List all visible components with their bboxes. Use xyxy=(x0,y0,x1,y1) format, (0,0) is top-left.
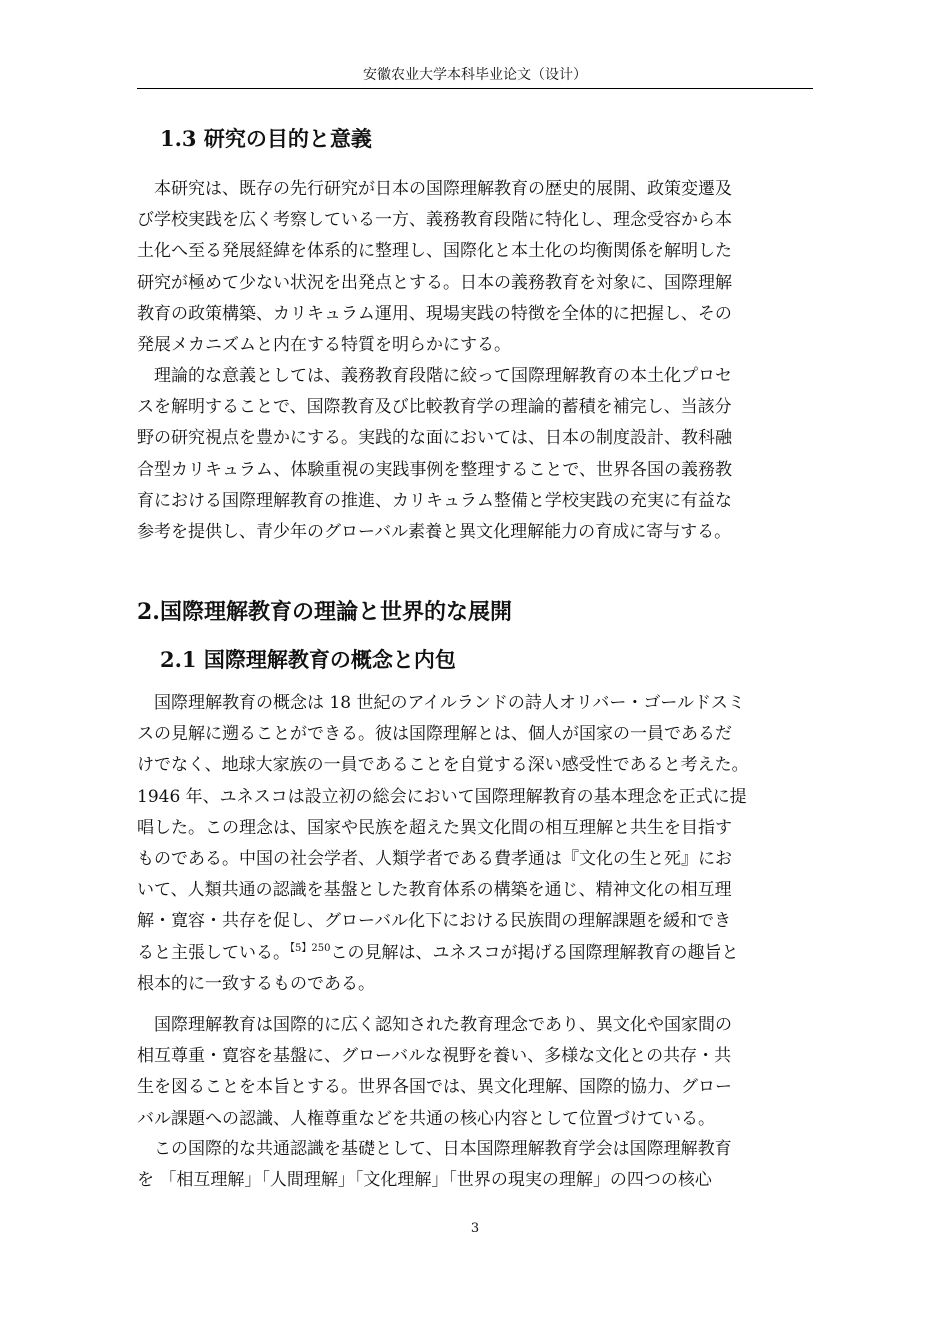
page-number: 3 xyxy=(470,1221,480,1236)
text-line: 発展メカニズムと内在する特質を明らかにする。 xyxy=(137,335,511,356)
text-line: バル課題への認識、人権尊重などを共通の核心内容として位置づけている。 xyxy=(137,1108,715,1129)
text-segment: ると主張している。 xyxy=(137,942,290,963)
text-line: 国際理解教育は国際的に広く認知された教育理念であり、異文化や国家間の xyxy=(154,1015,732,1035)
text-line: この国際的な共通認識を基礎として、日本国際理解教育学会は国際理解教育 xyxy=(154,1139,732,1159)
text-line: いて、人類共通の認識を基盤とした教育体系の構築を通じ、精神文化の相互理 xyxy=(137,880,732,901)
header-rule xyxy=(137,88,813,89)
text-line: 合型カリキュラム、体験重視の実践事例を整理することで、世界各国の義務教 xyxy=(137,459,732,480)
text-line: 本研究は、既存の先行研究が日本の国際理解教育の歴史的展開、政策変遷及 xyxy=(154,179,732,199)
text-line: 国際理解教育の概念は 18 世紀のアイルランドの詩人オリバー・ゴールドスミ xyxy=(154,693,745,713)
text-line: 土化へ至る発展経緯を体系的に整理し、国際化と本土化の均衡関係を解明した xyxy=(137,241,732,262)
running-header: 安徽农业大学本科毕业论文（设计） xyxy=(363,67,587,83)
text-line: 1946 年、ユネスコは設立初の総会において国際理解教育の基本理念を正式に提 xyxy=(137,786,747,807)
text-line: 理論的な意義としては、義務教育段階に絞って国際理解教育の本土化プロセ xyxy=(154,366,732,386)
text-line: スを解明することで、国際教育及び比較教育学の理論的蓄積を補完し、当該分 xyxy=(137,397,732,418)
text-line: 育における国際理解教育の推進、カリキュラム整備と学校実践の充実に有益な xyxy=(137,490,732,511)
text-line: 相互尊重・寛容を基盤に、グローバルな視野を養い、多様な文化との共存・共 xyxy=(137,1046,732,1067)
text-line: 参考を提供し、青少年のグローバル素養と異文化理解能力の育成に寄与する。 xyxy=(137,522,732,543)
section-2-1-heading: 2.1 国際理解教育の概念と内包 xyxy=(160,647,456,672)
citation-superscript: 【5】250 xyxy=(290,942,331,954)
text-line: スの見解に遡ることができる。彼は国際理解とは、個人が国家の一員であるだ xyxy=(137,724,732,745)
text-line: ものである。中国の社会学者、人類学者である費孝通は『文化の生と死』にお xyxy=(137,849,732,870)
text-line: 唱した。この理念は、国家や民族を超えた異文化間の相互理解と共生を目指す xyxy=(137,817,732,838)
text-line: 教育の政策構築、カリキュラム運用、現場実践の特徴を全体的に把握し、その xyxy=(137,303,732,324)
paragraph-research-significance xyxy=(137,361,813,548)
section-1-3-heading: 1.3 研究の目的と意義 xyxy=(160,126,372,151)
text-line: 生を図ることを本旨とする。世界各国では、異文化理解、国際的協力、グロー xyxy=(137,1077,732,1098)
text-line: 根本的に一致するものである。 xyxy=(137,973,375,994)
paragraph-concept-origin xyxy=(137,688,813,1000)
text-line: 野の研究視点を豊かにする。実践的な面においては、日本の制度設計、教科融 xyxy=(137,428,732,449)
paragraph-japan-society xyxy=(137,1134,813,1196)
text-line: 解・寛容・共存を促し、グローバル化下における民族間の理解課題を緩和でき xyxy=(137,911,732,932)
text-line: を 「相互理解」「人間理解」「文化理解」「世界の現実の理解」の四つの核心 xyxy=(137,1170,712,1191)
text-line xyxy=(137,938,813,969)
paragraph-research-purpose xyxy=(137,174,813,361)
paragraph-international-consensus xyxy=(137,1010,813,1135)
text-line: 研究が極めて少ない状況を出発点とする。日本の義務教育を対象に、国際理解 xyxy=(137,272,732,293)
text-line: び学校実践を広く考察している一方、義務教育段階に特化し、理念受容から本 xyxy=(137,210,732,231)
text-line: けでなく、地球大家族の一員であることを自覚する深い感受性であると考えた。 xyxy=(137,755,749,776)
text-segment: この見解は、ユネスコが掲げる国際理解教育の趣旨と xyxy=(330,942,739,963)
chapter-2-heading: 2.国際理解教育の理論と世界的な展開 xyxy=(137,599,512,625)
